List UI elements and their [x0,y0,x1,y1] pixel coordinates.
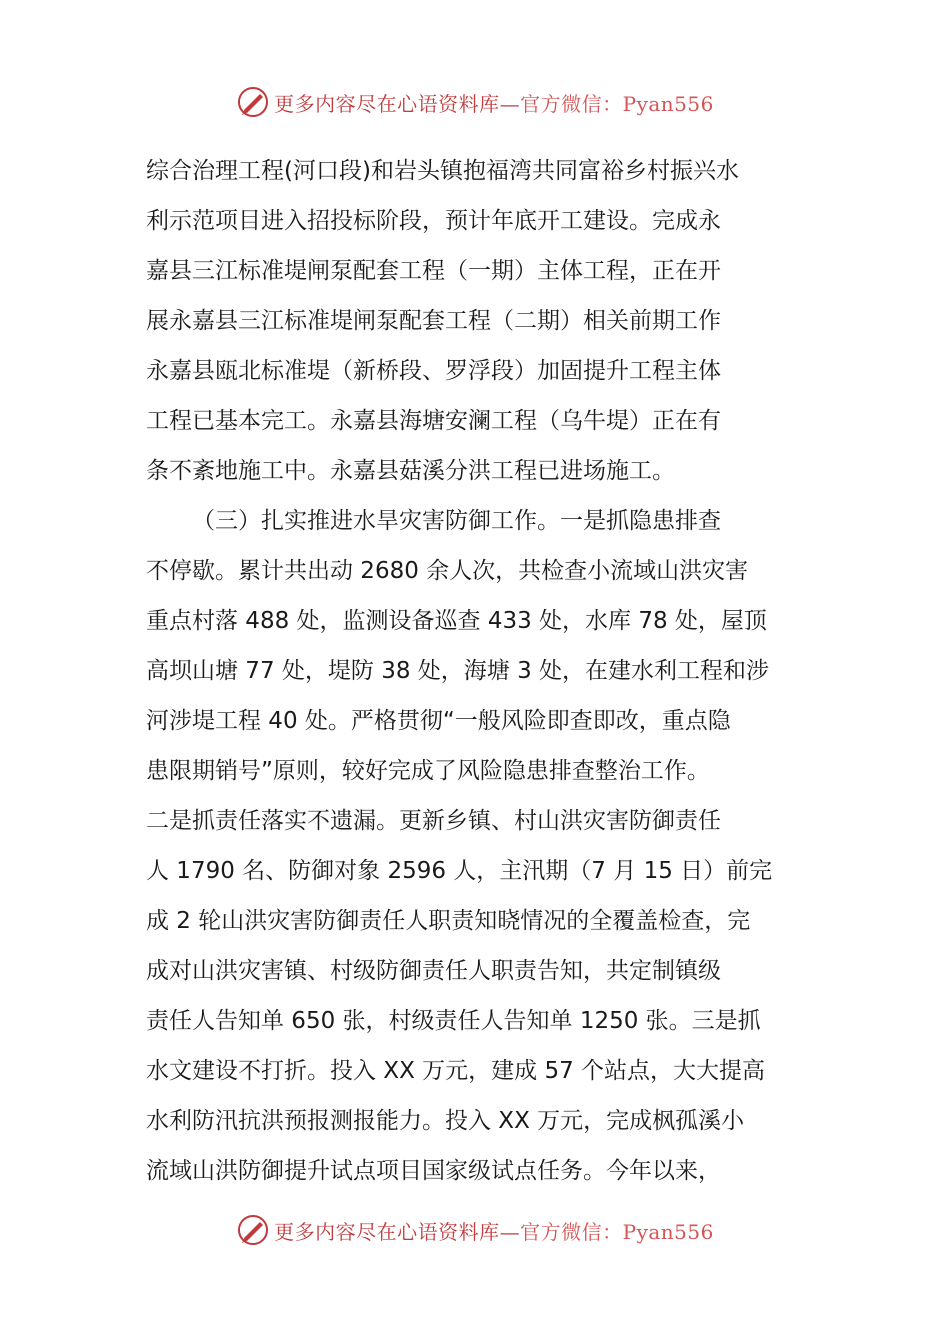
text-line-5: 永嘉县瓯北标准堤（新桥段、罗浮段）加固提升工程主体 [146,358,721,384]
text-line-20: 水利防汛抗洪预报测报能力。投入 XX 万元，完成枫孤溪小 [146,1108,745,1134]
header-banner-text: 更多内容尽在心语资料库—官方微信：Pyan556 [274,91,714,116]
text-line-7: 条不紊地施工中。永嘉县菇溪分洪工程已进场施工。 [146,458,675,484]
header-banner [0,82,950,122]
text-line-17: 成对山洪灾害镇、村级防御责任人职责告知，共定制镇级 [146,958,721,984]
text-line-16: 成 2 轮山洪灾害防御责任人职责知晓情况的全覆盖检查，完 [146,908,751,934]
text-line-13: 患限期销号”原则，较好完成了风险隐患排查整治工作。 [146,758,710,784]
text-line-3: 嘉县三江标准堤闸泵配套工程（一期）主体工程，正在开 [146,258,721,284]
footer-banner [0,1210,950,1250]
text-line-12: 河涉堤工程 40 处。严格贯彻“一般风险即查即改，重点隐 [146,708,731,734]
text-line-1: 综合治理工程(河口段)和岩头镇抱福湾共同富裕乡村振兴水 [146,158,739,184]
text-line-11: 高坝山塘 77 处，堤防 38 处，海塘 3 处，在建水利工程和涉 [146,658,770,684]
text-line-14: 二是抓责任落实不遗漏。更新乡镇、村山洪灾害防御责任 [146,808,721,834]
pen-logo-icon [236,85,270,119]
text-line-8: （三）扎实推进水旱灾害防御工作。一是抓隐患排查 [192,508,721,534]
text-line-19: 水文建设不打折。投入 XX 万元，建成 57 个站点，大大提高 [146,1058,766,1084]
text-line-6: 工程已基本完工。永嘉县海塘安澜工程（乌牛堤）正在有 [146,408,721,434]
text-line-18: 责任人告知单 650 张，村级责任人告知单 1250 张。三是抓 [146,1008,761,1034]
text-line-21: 流域山洪防御提升试点项目国家级试点任务。今年以来， [146,1158,721,1184]
text-line-4: 展永嘉县三江标准堤闸泵配套工程（二期）相关前期工作 [146,308,721,334]
text-line-15: 人 1790 名、防御对象 2596 人，主汛期（7 月 15 日）前完 [146,858,773,884]
text-line-2: 利示范项目进入招投标阶段，预计年底开工建设。完成永 [146,208,721,234]
pen-logo-icon [236,1213,270,1247]
footer-banner-text: 更多内容尽在心语资料库—官方微信：Pyan556 [274,1219,714,1244]
text-line-9: 不停歇。累计共出动 2680 余人次，共检查小流域山洪灾害 [146,558,749,584]
document-body [146,146,806,1196]
text-line-10: 重点村落 488 处，监测设备巡查 433 处，水库 78 处，屋顶 [146,608,767,634]
